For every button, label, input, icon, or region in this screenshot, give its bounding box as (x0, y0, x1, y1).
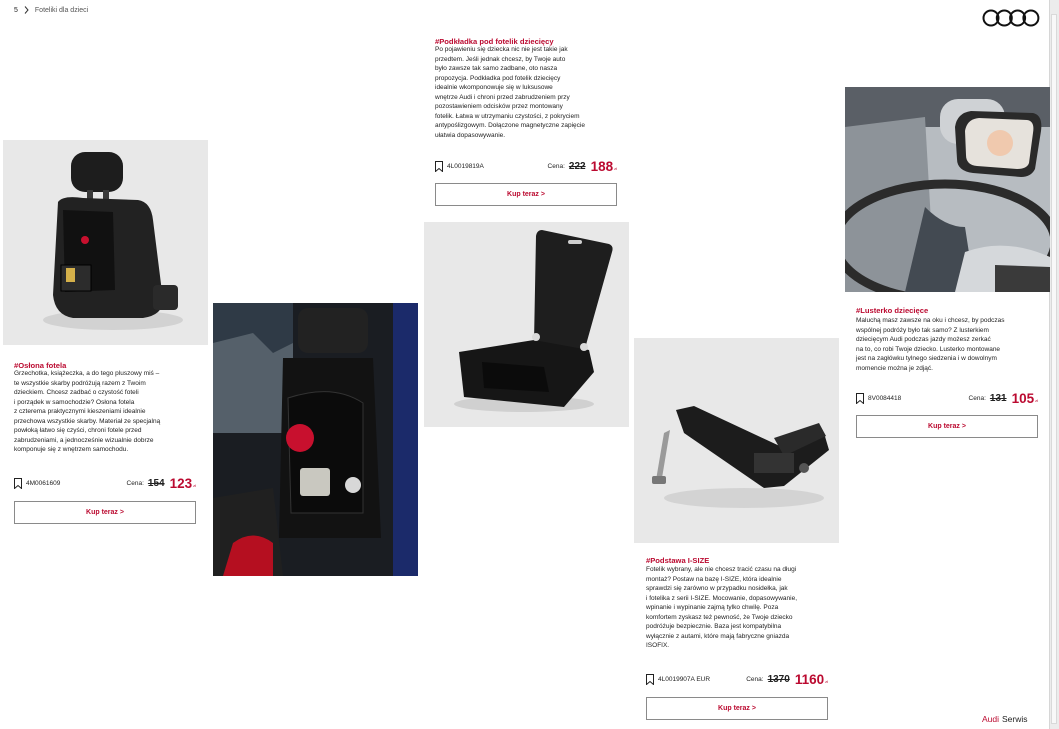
price-label: Cena: (746, 676, 764, 683)
new-price: 105 (1011, 391, 1035, 406)
product-image-seat-cover (3, 140, 208, 345)
new-price: 123 (169, 476, 193, 491)
bookmark-icon[interactable] (856, 393, 864, 404)
chevron-right-icon (24, 6, 29, 14)
product-image-seat-protector (424, 222, 629, 427)
old-price: 131 (989, 393, 1007, 404)
product-code: 8V0084418 (868, 395, 902, 402)
product-image-isize-base (634, 338, 839, 543)
price-label: Cena: (126, 480, 144, 487)
breadcrumb (14, 6, 88, 14)
product-image-baby-mirror (845, 87, 1050, 292)
price-row (14, 476, 196, 491)
product-code: 4L0019819A (447, 163, 484, 170)
buy-now-button[interactable]: Kup teraz > (435, 183, 617, 206)
currency: zł (614, 166, 617, 171)
product-description: Maluchą masz zawsze na oku i chcesz, by podczas wspólnej podróży było tak samo? Z lusterkiem dziecięcym Audi podczas jazdy możesz zerkać na to, co robi Twoje dziecko. Lusterko montowane jest na zagłówku tylnego siedzenia i w dowolnym momencie można je zdjąć. (856, 317, 1005, 372)
footer-brand (982, 714, 1028, 724)
currency: zł (825, 679, 828, 684)
audi-rings-logo (982, 9, 1040, 32)
breadcrumb-section[interactable]: Foteliki dla dzieci (34, 6, 89, 14)
page-number: 5 (14, 6, 18, 14)
price-row (856, 391, 1038, 406)
product-description: Po pojawieniu się dziecka nic nie jest takie jak przedtem. Jeśli jednak chcesz, by Twoje auto było zawsze tak samo zadbane, oto nasza propozycja. Podkładka pod fotelik dziecięcy idealnie wkomponowuje się w luksusowe wnętrze Audi i chroni przed zabrudzeniem przy pozostawieniem odcisków przez montowany fotelik. Łatwa w utrzymaniu czystości, z pokryciem antypoślizgowym. Dołączone magnetyczne zapięcie ułatwia dopasowywanie. (435, 46, 585, 139)
price-row (646, 672, 828, 687)
product-image-car-interior (213, 303, 418, 576)
currency: zł (1035, 398, 1038, 403)
product-code: 4M0061609 (26, 480, 61, 487)
product-description: Grzechotka, książeczka, a do tego pluszowy miś – te wszystkie skarby podróżują razem z Twoim dzieckiem. Chcesz zadbać o czystość foteli i porządek w samochodzie? Osłona fotela z czterema praktycznymi kieszeniami idealnie przechowa wszystkie skarby. Materiał ze specjalną powłoką łatwo się czyści, chroni fotele przed zabrudzeniami, a jednocześnie wizualnie dobrze komponuje się z wnętrzem samochodu. (14, 370, 161, 453)
price-row (435, 159, 617, 174)
new-price: 188 (590, 159, 614, 174)
bookmark-icon[interactable] (14, 478, 22, 489)
product-description: Fotelik wybrany, ale nie chcesz tracić czasu na długi montaż? Postaw na bazę I-SIZE, która idealnie sprawdzi się zarówno w przypadku nosidełka, jak i fotelika z serii I-SIZE. Mocowanie, dopasowywanie, wpinanie i wypinanie zajmą tylko chwilę. Poza komfortem zyskasz też pewność, że Twoje dziecko podróżuje bezpiecznie. Baza jest kompatybilna wyłącznie z autami, które mają fabryczne gniazda ISOFIX. (646, 566, 798, 649)
old-price: 154 (147, 478, 165, 489)
old-price: 1370 (767, 674, 790, 685)
product-title: #Podstawa I-SIZE (646, 556, 710, 565)
price-label: Cena: (968, 395, 986, 402)
old-price: 222 (568, 161, 586, 172)
product-code: 4L0019907A EUR (658, 676, 711, 683)
buy-now-button[interactable]: Kup teraz > (14, 501, 196, 524)
price-label: Cena: (547, 163, 565, 170)
buy-now-button[interactable]: Kup teraz > (856, 415, 1038, 438)
footer-audi: Audi (982, 714, 1000, 724)
product-title: #Podkładka pod fotelik dziecięcy (435, 37, 554, 46)
bookmark-icon[interactable] (646, 674, 654, 685)
bookmark-icon[interactable] (435, 161, 443, 172)
footer-service: Serwis (1002, 714, 1028, 724)
buy-now-button[interactable]: Kup teraz > (646, 697, 828, 720)
product-title: #Lusterko dziecięce (856, 306, 929, 315)
currency: zł (193, 483, 196, 488)
product-title: #Osłona fotela (14, 361, 67, 370)
new-price: 1160 (794, 672, 825, 687)
